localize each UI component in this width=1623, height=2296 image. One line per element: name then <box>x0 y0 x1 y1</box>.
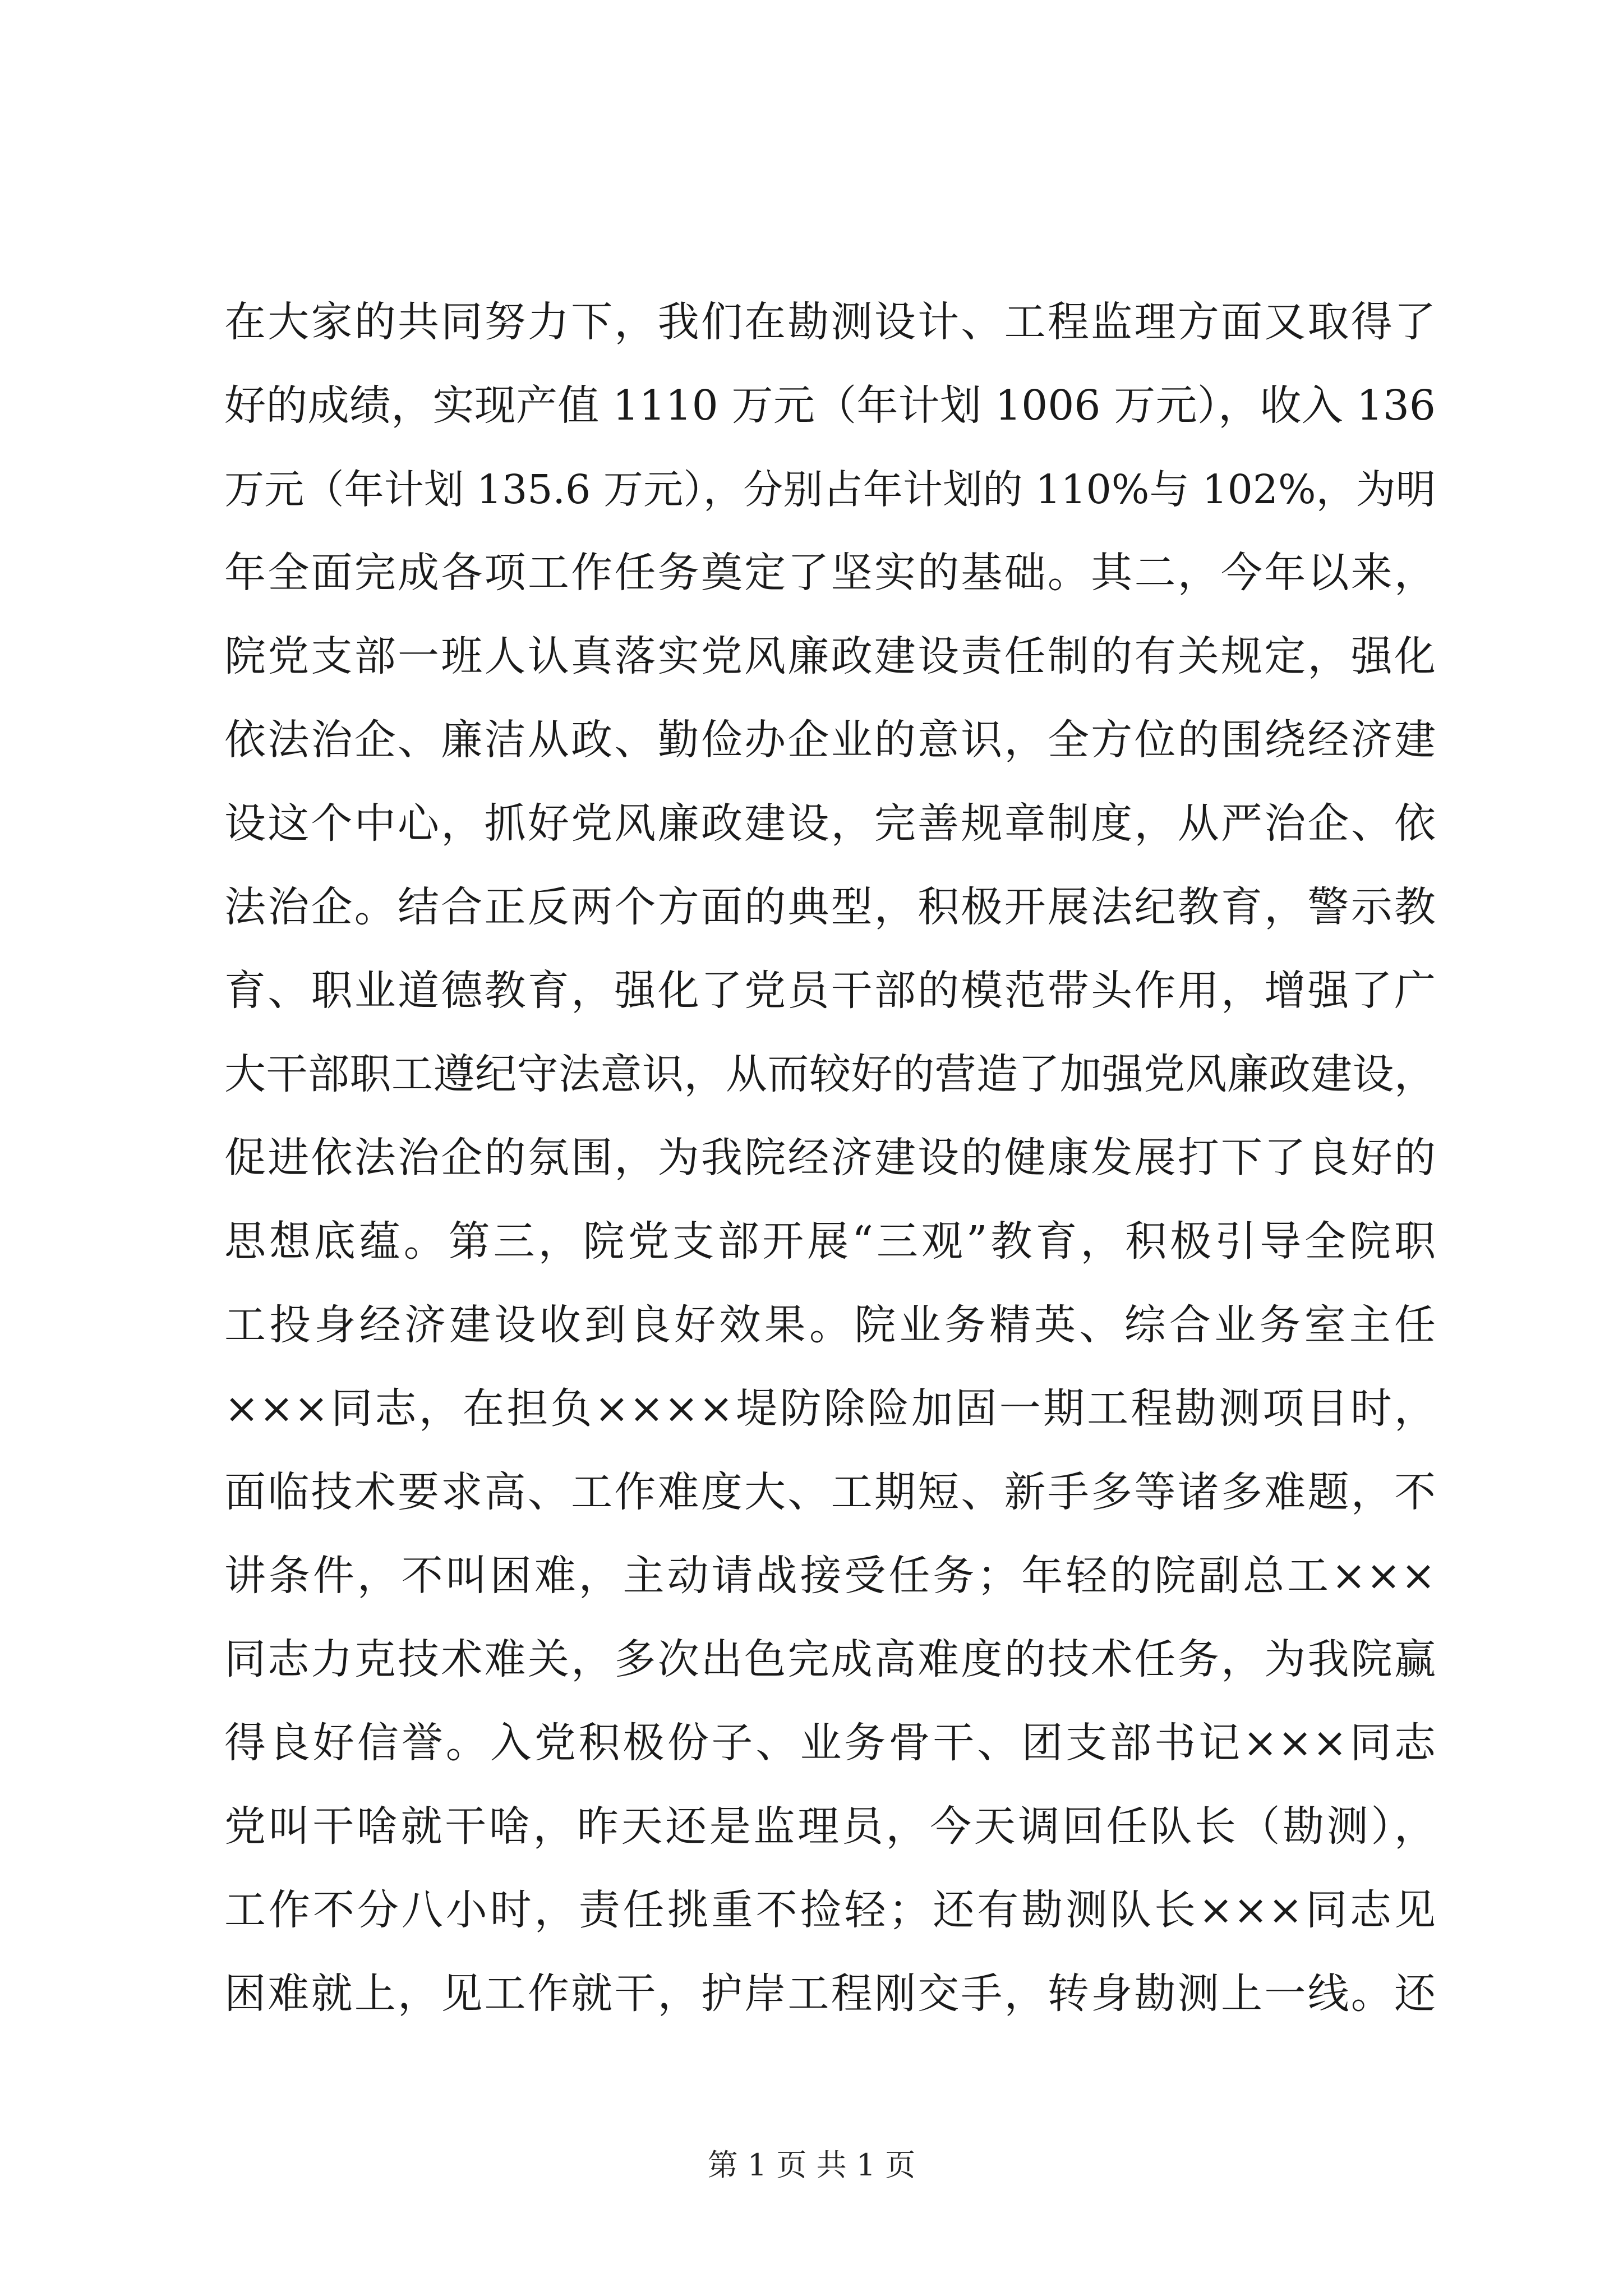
page-number-label: 第 1 页 共 1 页 <box>707 2147 916 2183</box>
text-line: 工投身经济建设收到良好效果。院业务精英、综合业务室主任 <box>224 1301 1436 1349</box>
text-line: 年全面完成各项工作任务奠定了坚实的基础。其二，今年以来， <box>224 549 1436 597</box>
text-line: 党叫干啥就干啥，昨天还是监理员，今天调回任队长（勘测）， <box>224 1802 1436 1851</box>
text-line: 大干部职工遵纪守法意识，从而较好的营造了加强党风廉政建设， <box>224 1050 1436 1098</box>
text-line: 在大家的共同努力下，我们在勘测设计、工程监理方面又取得了 <box>224 298 1436 346</box>
text-line: 万元（年计划 135.6 万元），分别占年计划的 110%与 102%，为明 <box>224 466 1436 513</box>
text-line: 同志力克技术难关，多次出色完成高难度的技术任务，为我院赢 <box>224 1635 1436 1683</box>
document-body <box>224 280 1436 2036</box>
text-line: ×××同志，在担负××××堤防除险加固一期工程勘测项目时， <box>224 1384 1436 1433</box>
text-line: 育、职业道德教育，强化了党员干部的模范带头作用，增强了广 <box>224 967 1436 1015</box>
text-line: 得良好信誉。入党积极份子、业务骨干、团支部书记×××同志 <box>224 1719 1436 1767</box>
text-line: 法治企。结合正反两个方面的典型，积极开展法纪教育，警示教 <box>224 883 1436 931</box>
text-line: 院党支部一班人认真落实党风廉政建设责任制的有关规定，强化 <box>224 632 1436 680</box>
text-line: 讲条件，不叫困难，主动请战接受任务；年轻的院副总工××× <box>224 1552 1436 1600</box>
text-line: 工作不分八小时，责任挑重不捡轻；还有勘测队长×××同志见 <box>224 1886 1436 1934</box>
text-line: 促进依法治企的氛围，为我院经济建设的健康发展打下了良好的 <box>224 1134 1436 1182</box>
text-line: 设这个中心，抓好党风廉政建设，完善规章制度，从严治企、依 <box>224 799 1436 848</box>
text-line: 困难就上，见工作就干，护岸工程刚交手，转身勘测上一线。还 <box>224 1970 1436 2018</box>
text-line: 好的成绩，实现产值 1110 万元（年计划 1006 万元），收入 136 <box>224 381 1436 430</box>
page-footer <box>0 2146 1623 2185</box>
text-line: 依法治企、廉洁从政、勤俭办企业的意识，全方位的围绕经济建 <box>224 716 1436 764</box>
text-line: 思想底蕴。第三，院党支部开展“三观”教育，积极引导全院职 <box>224 1217 1436 1266</box>
text-line: 面临技术要求高、工作难度大、工期短、新手多等诸多难题，不 <box>224 1468 1436 1516</box>
